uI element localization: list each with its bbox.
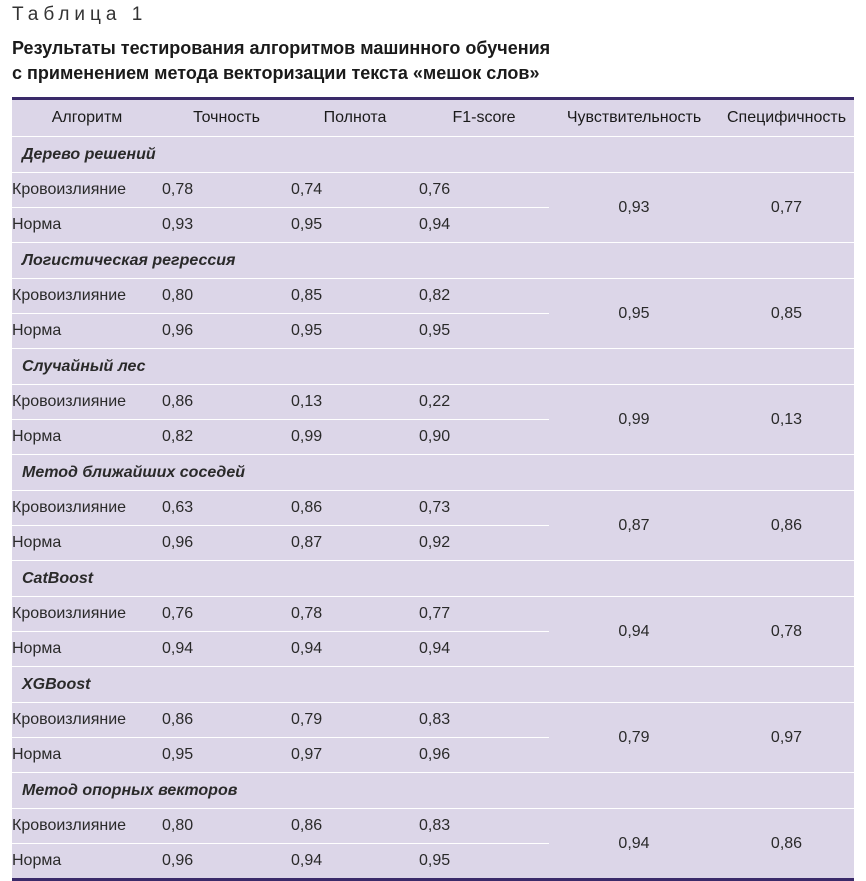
table-caption [12, 36, 550, 86]
header-f1: F1-score [419, 99, 549, 137]
sensitivity-value: 0,93 [549, 173, 719, 243]
class-label: Кровоизлияние [12, 703, 162, 738]
recall-value: 0,79 [291, 703, 419, 738]
f1-value: 0,96 [419, 746, 451, 763]
class-label: Кровоизлияние [12, 279, 162, 314]
f1-value: 0,73 [419, 491, 549, 526]
recall-value: 0,94 [291, 852, 323, 869]
algorithm-name: CatBoost [12, 561, 854, 597]
header-recall: Полнота [291, 99, 419, 137]
table-row [12, 173, 854, 208]
class-label: Кровоизлияние [12, 173, 162, 208]
algorithm-group-row [12, 243, 854, 279]
class-label: Норма [12, 534, 62, 551]
f1-value: 0,77 [419, 597, 549, 632]
f1-value: 0,76 [419, 173, 549, 208]
class-label: Кровоизлияние [12, 809, 162, 844]
caption-line-1: Результаты тестирования алгоритмов машинного обучения [12, 38, 551, 58]
precision-value: 0,95 [162, 746, 194, 763]
recall-value: 0,13 [291, 385, 419, 420]
f1-value: 0,94 [419, 216, 451, 233]
table-row [12, 703, 854, 738]
sensitivity-value: 0,95 [549, 279, 719, 349]
recall-value: 0,94 [291, 640, 323, 657]
header-algorithm: Алгоритм [12, 99, 162, 137]
recall-value: 0,85 [291, 279, 419, 314]
precision-value: 0,86 [162, 385, 291, 420]
class-label: Норма [12, 428, 62, 445]
algorithm-name: XGBoost [12, 667, 854, 703]
header-specificity: Специфичность [719, 99, 854, 137]
table-row [12, 809, 854, 844]
precision-value: 0,96 [162, 322, 194, 339]
specificity-value: 0,97 [719, 703, 854, 773]
recall-value: 0,86 [291, 809, 419, 844]
table-row [12, 385, 854, 420]
table-number-label: Таблица 1 [12, 4, 148, 25]
table-row [12, 279, 854, 314]
f1-value: 0,22 [419, 385, 549, 420]
header-precision: Точность [162, 99, 291, 137]
precision-value: 0,82 [162, 428, 194, 445]
class-label: Кровоизлияние [12, 385, 162, 420]
f1-value: 0,92 [419, 534, 451, 551]
specificity-value: 0,77 [719, 173, 854, 243]
precision-value: 0,80 [162, 279, 291, 314]
algorithm-name: Логистическая регрессия [12, 243, 854, 279]
f1-value: 0,83 [419, 703, 549, 738]
recall-value: 0,74 [291, 173, 419, 208]
class-label: Норма [12, 746, 62, 763]
specificity-value: 0,86 [719, 491, 854, 561]
sensitivity-value: 0,79 [549, 703, 719, 773]
algorithm-group-row [12, 561, 854, 597]
specificity-value: 0,86 [719, 809, 854, 880]
precision-value: 0,94 [162, 640, 194, 657]
precision-value: 0,63 [162, 491, 291, 526]
header-row [12, 99, 854, 137]
f1-value: 0,95 [419, 322, 451, 339]
class-label: Норма [12, 852, 62, 869]
recall-value: 0,95 [291, 216, 323, 233]
caption-line-2: с применением метода векторизации текста «мешок слов» [12, 63, 540, 83]
algorithm-group-row [12, 667, 854, 703]
results-table [12, 97, 854, 881]
precision-value: 0,76 [162, 597, 291, 632]
table-row [12, 491, 854, 526]
f1-value: 0,83 [419, 809, 549, 844]
recall-value: 0,95 [291, 322, 323, 339]
class-label: Кровоизлияние [12, 491, 162, 526]
algorithm-group-row [12, 455, 854, 491]
precision-value: 0,80 [162, 809, 291, 844]
recall-value: 0,97 [291, 746, 323, 763]
algorithm-name: Случайный лес [12, 349, 854, 385]
algorithm-name: Метод опорных векторов [12, 773, 854, 809]
f1-value: 0,82 [419, 279, 549, 314]
precision-value: 0,96 [162, 852, 194, 869]
algorithm-name: Метод ближайших соседей [12, 455, 854, 491]
algorithm-group-row [12, 137, 854, 173]
precision-value: 0,78 [162, 173, 291, 208]
f1-value: 0,90 [419, 428, 451, 445]
table-body [12, 137, 854, 880]
specificity-value: 0,78 [719, 597, 854, 667]
f1-value: 0,95 [419, 852, 451, 869]
class-label: Норма [12, 216, 62, 233]
sensitivity-value: 0,94 [549, 809, 719, 880]
algorithm-name: Дерево решений [12, 137, 854, 173]
algorithm-group-row [12, 349, 854, 385]
class-label: Норма [12, 322, 62, 339]
sensitivity-value: 0,94 [549, 597, 719, 667]
recall-value: 0,87 [291, 534, 323, 551]
precision-value: 0,86 [162, 703, 291, 738]
specificity-value: 0,13 [719, 385, 854, 455]
class-label: Норма [12, 640, 62, 657]
sensitivity-value: 0,87 [549, 491, 719, 561]
f1-value: 0,94 [419, 640, 451, 657]
table-row [12, 597, 854, 632]
header-sensitivity: Чувствительность [549, 99, 719, 137]
class-label: Кровоизлияние [12, 597, 162, 632]
algorithm-group-row [12, 773, 854, 809]
precision-value: 0,93 [162, 216, 194, 233]
recall-value: 0,99 [291, 428, 323, 445]
recall-value: 0,86 [291, 491, 419, 526]
specificity-value: 0,85 [719, 279, 854, 349]
sensitivity-value: 0,99 [549, 385, 719, 455]
recall-value: 0,78 [291, 597, 419, 632]
precision-value: 0,96 [162, 534, 194, 551]
